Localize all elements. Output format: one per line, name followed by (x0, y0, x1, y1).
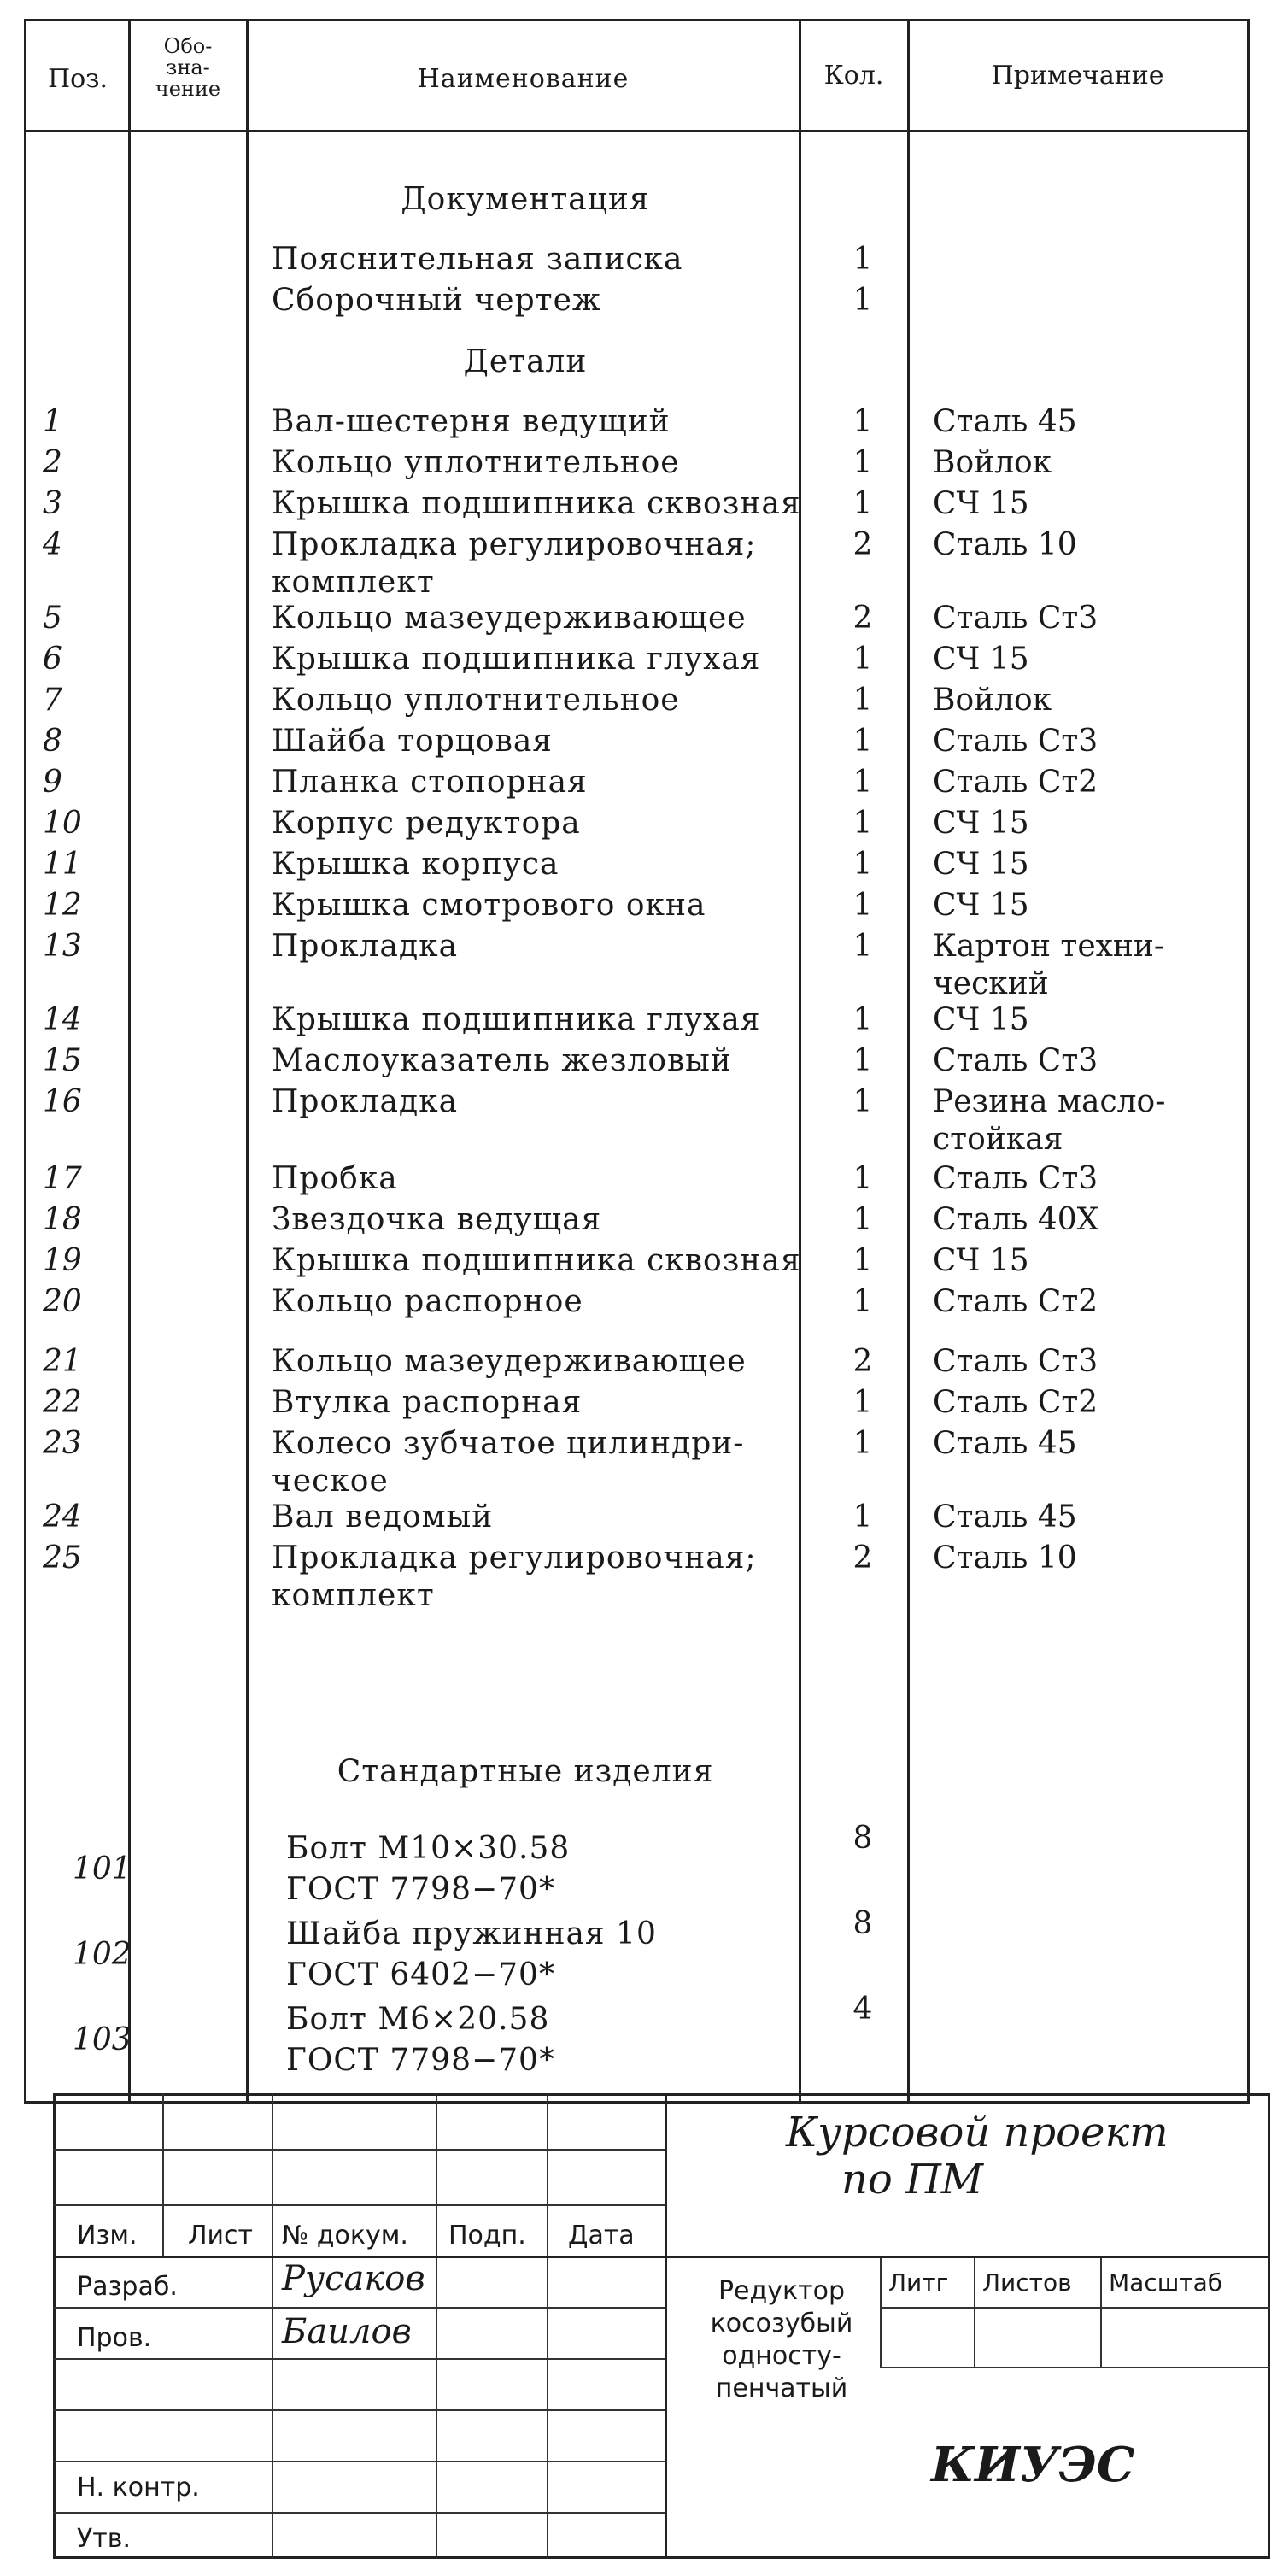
part-qty: 1 (852, 1426, 873, 1461)
tb-project-title-1: Курсовой проект (786, 2109, 1169, 2156)
part-name: Крышка подшипника глухая (272, 1002, 761, 1037)
part-note: Войлок (933, 683, 1052, 718)
standard-qty: 8 (852, 1906, 873, 1941)
part-qty: 1 (852, 642, 873, 677)
part-name-cont: комплект (272, 1578, 435, 1613)
part-note: Резина масло- (933, 1084, 1166, 1119)
part-name: Кольцо уплотнительное (272, 683, 680, 718)
part-row (0, 1282, 1283, 1323)
tb-lit: Литг (888, 2268, 949, 2297)
tb-line (974, 2256, 975, 2367)
part-qty: 2 (852, 601, 873, 636)
part-name: Прокладка регулировочная; (272, 527, 757, 562)
doc-name: Сборочный чертеж (272, 283, 601, 318)
part-pos: 2 (43, 445, 62, 480)
part-row (0, 639, 1283, 680)
part-note: СЧ 15 (933, 486, 1029, 521)
part-name: Маслоуказатель жезловый (272, 1043, 732, 1078)
tb-project-title-2: по ПМ (841, 2156, 984, 2203)
part-name: Вал ведомый (272, 1499, 494, 1534)
part-pos: 20 (43, 1284, 82, 1319)
part-row (0, 1000, 1283, 1041)
tb-razrab: Разраб. (77, 2272, 178, 2302)
part-pos: 21 (43, 1344, 82, 1379)
part-note: Сталь 10 (933, 527, 1077, 562)
part-note-cont: ческий (933, 966, 1049, 1001)
doc-row (0, 239, 1283, 280)
tb-line (880, 2307, 1270, 2309)
part-row (0, 1341, 1283, 1382)
header-designation-text: Обо- зна- чение (155, 34, 221, 101)
tb-line (162, 2093, 164, 2256)
part-name: Шайба торцовая (272, 724, 554, 759)
tb-podp: Подп. (448, 2221, 526, 2250)
part-note: Картон техни- (933, 929, 1165, 964)
part-row (0, 1382, 1283, 1423)
part-name: Планка стопорная (272, 765, 588, 800)
tb-izm: Изм. (77, 2221, 138, 2250)
part-row (0, 402, 1283, 443)
part-name: Прокладка (272, 1084, 459, 1119)
part-row (0, 598, 1283, 639)
part-name: Колесо зубчатое цилиндри- (272, 1426, 745, 1461)
part-row (0, 1200, 1283, 1241)
standard-name-cont: ГОСТ 7798−70* (286, 2043, 555, 2078)
header-pos: Поз. (47, 64, 108, 94)
part-qty: 1 (852, 1161, 873, 1196)
standard-name: Шайба пружинная 10 (286, 1916, 657, 1951)
tb-line (272, 2093, 273, 2559)
part-name: Крышка подшипника сквозная (272, 486, 801, 521)
part-note: СЧ 15 (933, 1002, 1029, 1037)
part-name: Прокладка регулировочная; (272, 1540, 757, 1576)
part-qty: 1 (852, 1499, 873, 1534)
standard-row (0, 1906, 1283, 1992)
part-name: Прокладка (272, 929, 459, 964)
header-note: Примечание (991, 61, 1164, 91)
part-pos: 8 (43, 724, 62, 759)
doc-qty: 1 (852, 242, 873, 277)
part-pos: 4 (43, 527, 62, 562)
tb-line (665, 2093, 667, 2559)
part-name: Пробка (272, 1161, 398, 1196)
part-pos: 5 (43, 601, 62, 636)
part-note: Сталь Ст2 (933, 1284, 1098, 1319)
part-row (0, 844, 1283, 885)
part-pos: 12 (43, 888, 82, 923)
part-note: Сталь Ст2 (933, 1385, 1098, 1420)
standard-name-cont: ГОСТ 7798−70* (286, 1872, 555, 1907)
part-name: Кольцо распорное (272, 1284, 583, 1319)
part-note: Сталь 45 (933, 404, 1077, 439)
part-name: Крышка подшипника глухая (272, 642, 761, 677)
standard-name-cont: ГОСТ 6402−70* (286, 1957, 555, 1992)
part-note: Сталь 45 (933, 1426, 1077, 1461)
part-row (0, 926, 1283, 1001)
part-note: Сталь Ст3 (933, 601, 1098, 636)
header-name: Наименование (417, 64, 630, 94)
part-qty: 2 (852, 527, 873, 562)
standard-qty: 4 (852, 1992, 873, 2027)
part-row (0, 803, 1283, 844)
part-qty: 1 (852, 929, 873, 964)
section-standard: Стандартные изделия (337, 1754, 714, 1789)
part-qty: 1 (852, 888, 873, 923)
part-pos: 3 (43, 486, 62, 521)
part-note: Сталь Ст3 (933, 724, 1098, 759)
part-name: Кольцо мазеудерживающее (272, 1344, 747, 1379)
part-pos: 9 (43, 765, 62, 800)
standard-name: Болт М6×20.58 (286, 2002, 550, 2037)
doc-name: Пояснительная записка (272, 242, 683, 277)
part-pos: 15 (43, 1043, 82, 1078)
part-pos: 10 (43, 806, 82, 841)
part-name: Крышка подшипника сквозная (272, 1243, 801, 1278)
tb-line (880, 2367, 1270, 2368)
tb-line (1100, 2256, 1102, 2367)
tb-line (53, 2409, 665, 2411)
tb-product-2: косозубый (710, 2309, 853, 2338)
part-qty: 1 (852, 1243, 873, 1278)
part-pos: 25 (43, 1540, 82, 1576)
part-name: Вал-шестерня ведущий (272, 404, 671, 439)
part-name: Звездочка ведущая (272, 1202, 602, 1237)
part-qty: 1 (852, 445, 873, 480)
part-pos: 11 (43, 847, 82, 882)
part-qty: 1 (852, 404, 873, 439)
part-note: Сталь Ст3 (933, 1043, 1098, 1078)
tb-masshtab: Масштаб (1109, 2268, 1223, 2297)
standard-row (0, 1992, 1283, 2078)
part-row (0, 721, 1283, 762)
part-name: Корпус редуктора (272, 806, 581, 841)
part-row (0, 1241, 1283, 1282)
part-pos: 19 (43, 1243, 82, 1278)
part-name-cont: комплект (272, 565, 435, 600)
tb-org: КИУЭС (931, 2437, 1135, 2493)
part-name: Кольцо мазеудерживающее (272, 601, 747, 636)
part-qty: 1 (852, 1084, 873, 1119)
tb-prov-sign: Баилов (282, 2312, 412, 2351)
part-name: Кольцо уплотнительное (272, 445, 680, 480)
part-qty: 1 (852, 1385, 873, 1420)
part-note: СЧ 15 (933, 806, 1029, 841)
tb-product-4: пенчатый (715, 2374, 848, 2403)
tb-prov: Пров. (77, 2323, 152, 2353)
section-parts: Детали (463, 344, 588, 379)
header-qty: Кол. (823, 61, 884, 91)
part-qty: 1 (852, 683, 873, 718)
part-qty: 1 (852, 486, 873, 521)
part-pos: 16 (43, 1084, 82, 1119)
part-pos: 23 (43, 1426, 82, 1461)
part-name: Втулка распорная (272, 1385, 583, 1420)
part-note: Сталь Ст2 (933, 765, 1098, 800)
part-pos: 22 (43, 1385, 82, 1420)
tb-utv: Утв. (77, 2524, 131, 2554)
part-name-cont: ческое (272, 1464, 389, 1499)
part-note: СЧ 15 (933, 642, 1029, 677)
part-qty: 1 (852, 724, 873, 759)
tb-line (53, 2256, 1270, 2258)
part-row (0, 443, 1283, 484)
part-row (0, 762, 1283, 803)
part-row (0, 1497, 1283, 1538)
tb-line (53, 2204, 665, 2206)
part-pos: 24 (43, 1499, 82, 1534)
part-qty: 1 (852, 1202, 873, 1237)
part-row (0, 1159, 1283, 1200)
part-row (0, 680, 1283, 721)
part-qty: 2 (852, 1540, 873, 1576)
doc-row (0, 280, 1283, 321)
part-pos: 1 (43, 404, 62, 439)
part-row (0, 525, 1283, 600)
section-documentation: Документация (401, 182, 650, 217)
tb-line (53, 2461, 665, 2462)
part-row (0, 1041, 1283, 1082)
header-designation (130, 36, 246, 100)
part-name: Крышка корпуса (272, 847, 559, 882)
part-note: Сталь Ст3 (933, 1344, 1098, 1379)
part-note: СЧ 15 (933, 847, 1029, 882)
part-note: Сталь 40Х (933, 1202, 1099, 1237)
standard-pos: 102 (73, 1937, 132, 1972)
tb-list: Лист (188, 2221, 254, 2250)
part-row (0, 484, 1283, 525)
part-name: Крышка смотрового окна (272, 888, 706, 923)
part-note: Войлок (933, 445, 1052, 480)
tb-product-3: односту- (722, 2341, 841, 2371)
part-note: Сталь 45 (933, 1499, 1077, 1534)
part-note: СЧ 15 (933, 888, 1029, 923)
part-qty: 1 (852, 1002, 873, 1037)
tb-line (53, 2358, 665, 2360)
standard-pos: 101 (73, 1851, 132, 1887)
tb-n-kontr: Н. контр. (77, 2473, 200, 2503)
tb-date: Дата (568, 2221, 635, 2250)
tb-listov: Листов (982, 2268, 1072, 2297)
doc-qty: 1 (852, 283, 873, 318)
standard-row (0, 1821, 1283, 1907)
tb-razrab-sign: Русаков (282, 2259, 425, 2298)
part-qty: 1 (852, 1284, 873, 1319)
standard-pos: 103 (73, 2022, 132, 2057)
tb-line (53, 2512, 665, 2514)
part-note: СЧ 15 (933, 1243, 1029, 1278)
standard-name: Болт М10×30.58 (286, 1831, 571, 1866)
part-qty: 1 (852, 847, 873, 882)
part-pos: 17 (43, 1161, 82, 1196)
part-qty: 1 (852, 1043, 873, 1078)
part-pos: 14 (43, 1002, 82, 1037)
part-note-cont: стойкая (933, 1122, 1063, 1157)
part-row (0, 1082, 1283, 1157)
part-qty: 2 (852, 1344, 873, 1379)
part-note: Сталь 10 (933, 1540, 1077, 1576)
part-pos: 6 (43, 642, 62, 677)
part-pos: 7 (43, 683, 62, 718)
part-row (0, 885, 1283, 926)
tb-doc-no: № докум. (282, 2221, 408, 2250)
tb-line (53, 2307, 665, 2309)
tb-product-1: Редуктор (718, 2276, 846, 2306)
part-row (0, 1538, 1283, 1613)
tb-line (53, 2149, 665, 2151)
part-pos: 13 (43, 929, 82, 964)
part-qty: 1 (852, 806, 873, 841)
part-qty: 1 (852, 765, 873, 800)
header-bottom-line (24, 130, 1250, 132)
tb-line (547, 2093, 548, 2559)
tb-line (880, 2256, 882, 2367)
standard-qty: 8 (852, 1821, 873, 1856)
part-pos: 18 (43, 1202, 82, 1237)
part-row (0, 1423, 1283, 1499)
part-note: Сталь Ст3 (933, 1161, 1098, 1196)
tb-line (436, 2093, 437, 2559)
